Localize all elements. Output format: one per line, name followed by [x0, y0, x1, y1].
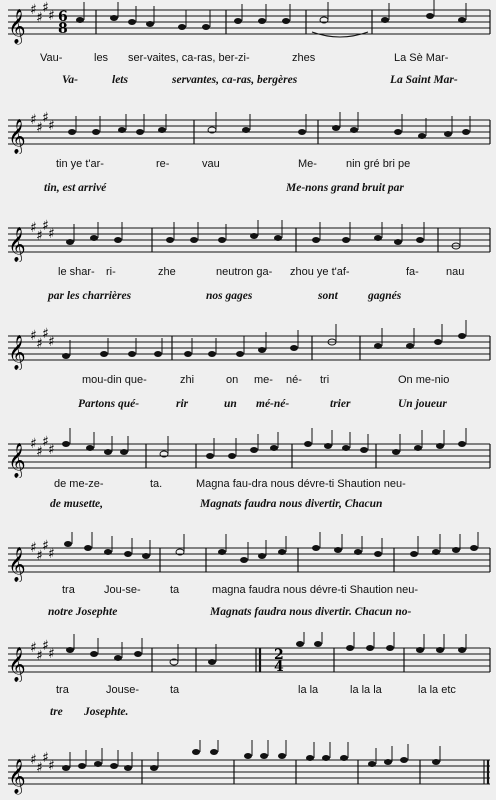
lyric-line-1-word-3: on	[226, 374, 239, 386]
lyric-line-1-word-6: la la etc	[418, 684, 456, 696]
system-8	[0, 738, 496, 800]
lyric-line-2-word-2: Me-nons grand bruit par	[286, 182, 404, 194]
lyric-line-2-word-4: La Saint Mar-	[390, 74, 458, 86]
lyric-line-2-word-5: trier	[330, 398, 351, 410]
lyric-line-1-word-4: neutron ga-	[216, 266, 273, 278]
svg-text:♯: ♯	[42, 750, 49, 766]
system-4	[0, 320, 496, 424]
lyric-line-2-word-1: notre Josephte	[48, 606, 118, 618]
svg-text:♯: ♯	[36, 120, 43, 136]
svg-text:♯: ♯	[48, 8, 55, 24]
treble-clef-icon: 𝄞	[8, 443, 26, 478]
svg-text:♯: ♯	[30, 220, 37, 236]
svg-text:♯: ♯	[30, 640, 37, 656]
lyric-line-2-word-1: tin, est arrivé	[44, 182, 107, 194]
lyric-line-1-word-6: tri	[320, 374, 330, 386]
treble-clef-icon: 𝄞	[8, 227, 26, 262]
staff-4	[0, 320, 496, 370]
lyric-line-1-word-1: le shar-	[58, 266, 95, 278]
lyric-line-1-word-1: mou-din que-	[82, 374, 147, 386]
svg-text:♯: ♯	[48, 646, 55, 662]
lyric-line-1-word-2: les	[94, 52, 109, 64]
lyric-line-1-word-4: magna faudra nous dévre-ti Shaution neu-	[212, 584, 419, 596]
lyric-line-1-word-5: La Sè Mar-	[394, 52, 449, 64]
svg-text:♯: ♯	[48, 442, 55, 458]
lyric-line-1-word-5: zhou ye t'af-	[290, 266, 350, 278]
lyric-line-2-word-1: Va-	[62, 74, 78, 86]
lyric-line-1-word-3: Magna fau-dra nous dévre-ti Shaution neu-	[196, 478, 406, 490]
lyric-line-1-word-2: ri-	[106, 266, 116, 278]
svg-text:♯: ♯	[42, 638, 49, 654]
staff-6	[0, 532, 496, 582]
svg-text:♯: ♯	[36, 444, 43, 460]
lyric-line-1-word-3: zhe	[158, 266, 176, 278]
system-3	[0, 212, 496, 316]
treble-clef-icon: 𝄞	[8, 759, 26, 794]
svg-text:♯: ♯	[36, 10, 43, 26]
treble-clef-icon: 𝄞	[8, 119, 26, 154]
lyric-line-1-word-2: Jou-se-	[104, 584, 141, 596]
system-2	[0, 104, 496, 208]
lyric-line-2-word-4: gagnés	[368, 290, 402, 302]
svg-text:♯: ♯	[48, 758, 55, 774]
svg-text:♯: ♯	[36, 760, 43, 776]
time-signature-bottom: 4	[274, 659, 284, 675]
lyric-line-2-word-3: un	[224, 398, 237, 410]
system-7	[0, 632, 496, 732]
svg-text:♯: ♯	[42, 110, 49, 126]
lyric-line-1-word-4: Me-	[298, 158, 317, 170]
lyric-line-1-word-4: la la	[298, 684, 319, 696]
staff-5	[0, 428, 496, 478]
lyric-line-1-word-2: zhi	[180, 374, 195, 386]
system-5	[0, 428, 496, 532]
lyric-line-1-word-5: né-	[286, 374, 302, 386]
lyric-line-1-word-2: ta.	[150, 478, 163, 490]
lyric-line-2-word-4: mé-né-	[256, 398, 290, 410]
lyric-line-2-word-2: Magnats faudra nous divertir, Chacun	[200, 498, 383, 510]
lyric-line-2-word-3: servantes, ca-ras, bergères	[172, 74, 298, 86]
system-6	[0, 532, 496, 632]
lyric-line-1-word-6: fa-	[406, 266, 419, 278]
svg-text:♯: ♯	[30, 436, 37, 452]
treble-clef-icon: 𝄞	[8, 647, 26, 682]
staff-1	[0, 0, 496, 50]
svg-text:♯: ♯	[36, 648, 43, 664]
svg-text:♯: ♯	[48, 334, 55, 350]
svg-text:♯: ♯	[48, 226, 55, 242]
lyric-line-2-word-1: Partons qué-	[78, 398, 140, 410]
treble-clef-icon: 𝄞	[8, 9, 26, 44]
lyric-line-2-word-1: de musette,	[50, 498, 104, 510]
lyric-line-2-word-6: Un joueur	[398, 398, 447, 410]
lyric-line-2-word-1: par les charrières	[48, 290, 132, 302]
lyric-line-2-word-2: rir	[176, 398, 189, 410]
svg-text:♯: ♯	[30, 328, 37, 344]
lyric-line-1-word-1: de me-ze-	[54, 478, 104, 490]
lyric-line-1-word-4: zhes	[292, 52, 316, 64]
system-1	[0, 0, 496, 100]
staff-3	[0, 212, 496, 262]
svg-text:♯: ♯	[30, 112, 37, 128]
lyric-line-1-word-3: vau	[202, 158, 220, 170]
svg-text:♯: ♯	[30, 752, 37, 768]
lyric-line-1-word-5: la la la	[350, 684, 382, 696]
lyric-line-1-word-3: ta	[170, 584, 180, 596]
lyric-line-1-word-7: On me-nio	[398, 374, 450, 386]
time-signature-bottom: 8	[58, 21, 68, 37]
lyric-line-1-word-1: tin ye t'ar-	[56, 158, 104, 170]
lyric-line-2-word-1: tre	[50, 706, 63, 718]
lyric-line-1-word-1: tra	[56, 684, 69, 696]
lyric-line-2-word-2: lets	[112, 74, 128, 86]
svg-text:♯: ♯	[42, 0, 49, 16]
lyric-line-2-word-2: nos gages	[206, 290, 253, 302]
lyric-line-2-word-2: Josephte.	[84, 706, 129, 718]
staff-8	[0, 738, 496, 800]
treble-clef-icon: 𝄞	[8, 335, 26, 370]
treble-clef-icon: 𝄞	[8, 547, 26, 582]
staff-2	[0, 104, 496, 154]
lyric-line-1-word-1: tra	[62, 584, 75, 596]
svg-text:♯: ♯	[48, 118, 55, 134]
lyric-line-1-word-5: nin gré bri pe	[346, 158, 411, 170]
lyric-line-1-word-2: Jouse-	[106, 684, 140, 696]
lyric-line-1-word-1: Vau-	[40, 52, 63, 64]
lyric-line-1-word-4: me-	[254, 374, 273, 386]
svg-text:♯: ♯	[36, 548, 43, 564]
svg-text:♯: ♯	[36, 336, 43, 352]
svg-text:♯: ♯	[30, 540, 37, 556]
lyric-line-1-word-3: ser-vaites, ca-ras, ber-zi-	[128, 52, 250, 64]
time-signature-top: 6	[58, 9, 68, 25]
time-signature-top: 2	[274, 647, 284, 663]
lyric-line-1-word-2: re-	[156, 158, 170, 170]
lyric-line-1-word-3: ta	[170, 684, 180, 696]
svg-text:♯: ♯	[30, 2, 37, 18]
lyric-line-2-word-3: sont	[318, 290, 338, 302]
svg-text:♯: ♯	[36, 228, 43, 244]
svg-text:♯: ♯	[42, 218, 49, 234]
svg-text:♯: ♯	[42, 326, 49, 342]
lyric-line-1-word-7: nau	[446, 266, 465, 278]
svg-text:♯: ♯	[42, 538, 49, 554]
staff-7	[0, 632, 496, 682]
svg-text:♯: ♯	[42, 434, 49, 450]
svg-text:♯: ♯	[48, 546, 55, 562]
lyric-line-2-word-2: Magnats faudra nous divertir. Chacun no-	[210, 606, 412, 618]
